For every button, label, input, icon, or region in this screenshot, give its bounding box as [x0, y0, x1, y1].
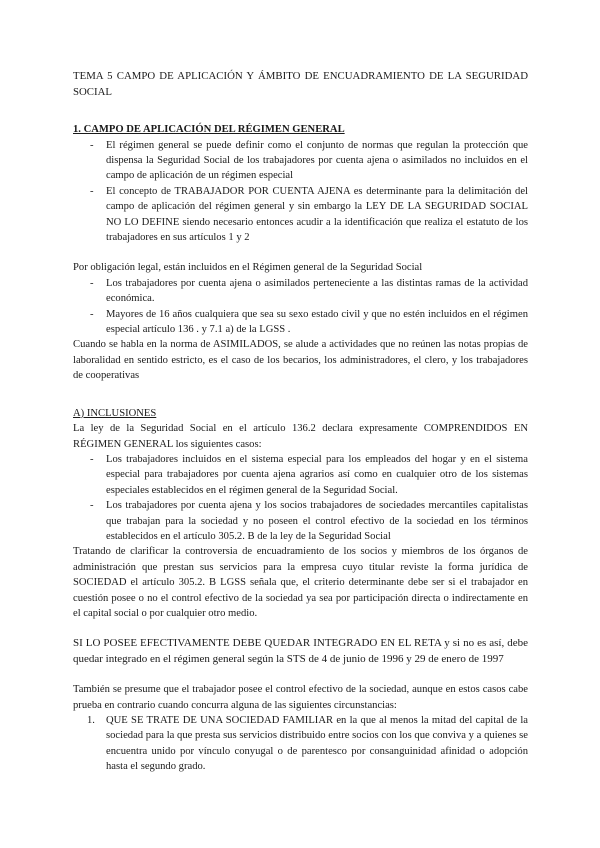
list-item: - Los trabajadores incluidos en el sistema especial para los empleados del hogar y en el sistema especial para trabajadores por cuenta ajena agrarios así como en cualquier otro de los sistemas especiales establecidos en el régimen general de la Seguridad Social. — [73, 452, 528, 498]
obligacion-list — [73, 276, 528, 338]
section1-list — [73, 138, 528, 246]
asimilados-paragraph: Cuando se habla en la norma de ASIMILADOS, se alude a actividades que no reúnen las notas propias de laboralidad en sentido estricto, es el caso de los becarios, los administradores, el clero, y los trabajadores de cooperativas — [73, 339, 528, 382]
obligacion-intro: Por obligación legal, están incluidos en el Régimen general de la Seguridad Social — [73, 262, 423, 274]
presuncion-paragraph: También se presume que el trabajador posee el control efectivo de la sociedad, aunque en estos casos cabe prueba en contrario cuando concurra alguna de las siguientes circunstancias: — [73, 684, 528, 711]
controversia-paragraph: Tratando de clarificar la controversia de encuadramiento de los socios y miembros de los órganos de administración que prestan sus servicios para la empresa cuyo titular reviste la forma jurídica de SOCIEDAD el artículo 305.2. B LGSS señala que, el criterio determinante debe ser si el trabajador en cuestión posee o no el control efectivo de la sociedad ya sea por participación directa o indirectamente en el capital social o por cualquier otro medio. — [73, 546, 528, 619]
section-heading-inclusiones: A) INCLUSIONES — [73, 407, 157, 419]
list-item: - Los trabajadores por cuenta ajena o asimilados perteneciente a las distintas ramas de la actividad económica. — [73, 276, 528, 307]
list-item: - Mayores de 16 años cualquiera que sea su sexo estado civil y que no estén incluidos en el régimen especial artículo 136 . y 7.1 a) de la LGSS . — [73, 307, 528, 338]
list-item: - Los trabajadores por cuenta ajena y los socios trabajadores de sociedades mercantiles capitalistas que trabajan para la sociedad y no poseen el control efectivo de la sociedad en los términos establecidos en el artículo 305.2. B de la ley de la Seguridad Social — [73, 498, 528, 544]
document-body — [73, 69, 528, 775]
item-number: 1. — [87, 715, 95, 726]
circunstancias-list — [73, 713, 528, 775]
list-item: - El concepto de TRABAJADOR POR CUENTA AJENA es determinante para la delimitación del campo de aplicación del régimen general y sin embargo la LEY DE LA SEGURIDAD SOCIAL NO LO DEFINE siendo necesario entonces acudir a la identificación que realiza el estatuto de los trabajadores en sus artículos 1 y 2 — [73, 184, 528, 246]
inclusiones-list — [73, 452, 528, 544]
numbered-item — [73, 713, 528, 775]
item-text: QUE SE TRATE DE UNA SOCIEDAD FAMILIAR en la que al menos la mitad del capital de la sociedad para la que presta sus servicios distribuido entre socios con los que conviva y a quienes se encuentra unido por vínculo conyugal o de parentesco por consanguinidad afinidad o adopción hasta el segundo grado. — [106, 715, 528, 773]
list-item: - El régimen general se puede definir como el conjunto de normas que regulan la protección que dispensa la Seguridad Social de los trabajadores por cuenta ajena o asimilados no incluidos en el campo de aplicación de un régimen especial — [73, 138, 528, 184]
inclusiones-intro: La ley de la Seguridad Social en el artículo 136.2 declara expresamente COMPRENDIDOS EN RÉGIMEN GENERAL los siguientes casos: — [73, 423, 528, 450]
reta-paragraph: SI LO POSEE EFECTIVAMENTE DEBE QUEDAR INTEGRADO EN EL RETA y si no es así, debe quedar integrado en el régimen general según la STS de 4 de junio de 1996 y 29 de enero de 1997 — [73, 637, 528, 665]
section-heading-campo: 1. CAMPO DE APLICACIÓN DEL RÉGIMEN GENERAL — [73, 124, 345, 136]
document-title: TEMA 5 CAMPO DE APLICACIÓN Y ÁMBITO DE ENCUADRAMIENTO DE LA SEGURIDAD SOCIAL — [73, 70, 528, 98]
